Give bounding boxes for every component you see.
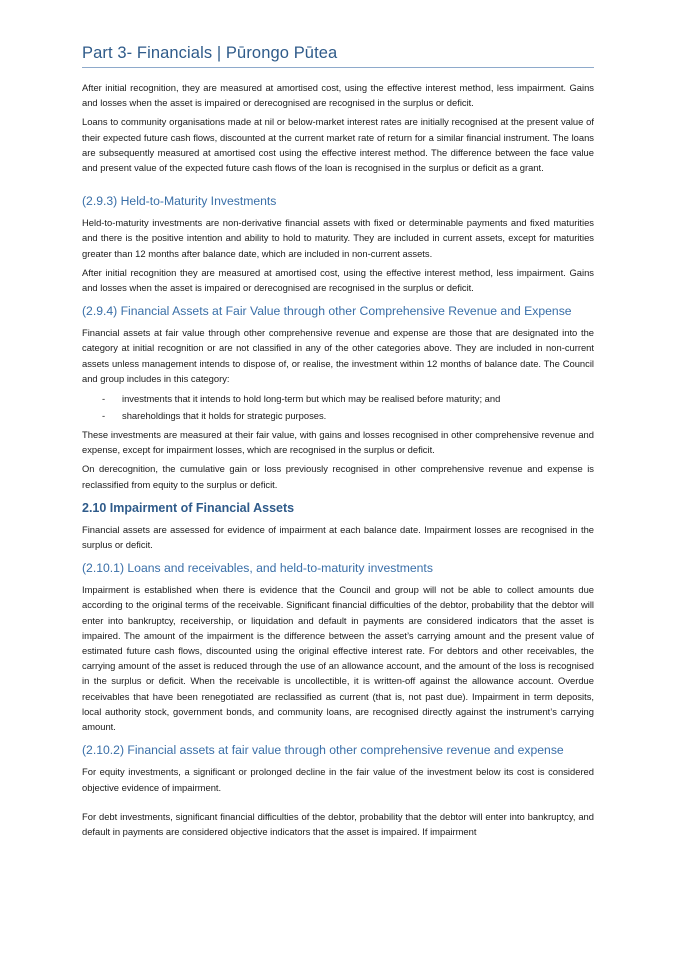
- section-heading-2-10: 2.10 Impairment of Financial Assets: [82, 500, 295, 515]
- list-item-text: shareholdings that it holds for strategic purposes.: [122, 410, 327, 422]
- list-item-text: investments that it intends to hold long-term but which may be realised before maturity; and: [122, 393, 501, 405]
- paragraph: These investments are measured at their fair value, with gains and losses recognised in other comprehensive revenue and expense, except for impairment losses, which are recognised in the surplus or deficit.: [82, 429, 594, 456]
- spacer: [82, 799, 594, 809]
- section-heading-2-10-1: (2.10.1) Loans and receivables, and held-to-maturity investments: [82, 561, 433, 576]
- list-item: [82, 407, 594, 424]
- list-item: [82, 390, 594, 407]
- dash-bullet: -: [102, 410, 106, 422]
- paragraph: After initial recognition, they are measured at amortised cost, using the effective interest method, less impairment. Gains and losses when the asset is impaired or derecognised are recognised in the surplus or deficit.: [82, 82, 594, 109]
- page-title: Part 3- Financials | Pūrongo Pūtea: [82, 44, 338, 62]
- bullet-list: [82, 390, 594, 424]
- paragraph: Loans to community organisations made at nil or below-market interest rates are initially recognised at the present value of their expected future cash flows, discounted at the current market rate of return for a similar financial instrument. The loans are subsequently measured at amortised cost using the effective interest method. The difference between the face value and present value of the expected future cash flows of the loan is recognised in the surplus or deficit as a grant.: [82, 116, 594, 174]
- paragraph: On derecognition, the cumulative gain or loss previously recognised in other comprehensive revenue and expense is reclassified from equity to the surplus or deficit.: [82, 463, 594, 490]
- paragraph: Financial assets at fair value through other comprehensive revenue and expense are those that are designated into the category at initial recognition or are not classified in any of the other categories above. They are included in non-current assets unless management intends to dispose of, or realise, the investment within 12 months of balance date. The Council and group includes in this category:: [82, 327, 594, 384]
- paragraph: For equity investments, a significant or prolonged decline in the fair value of the investment below its cost is considered objective evidence of impairment.: [82, 766, 594, 793]
- header-divider: [82, 67, 594, 68]
- document-body: [82, 80, 594, 843]
- section-heading-2-9-4: (2.9.4) Financial Assets at Fair Value through other Comprehensive Revenue and Expense: [82, 304, 572, 319]
- paragraph: Financial assets are assessed for evidence of impairment at each balance date. Impairment losses are recognised in the surplus or deficit.: [82, 523, 594, 551]
- dash-bullet: -: [102, 393, 106, 405]
- section-heading-2-9-3: (2.9.3) Held-to-Maturity Investments: [82, 194, 277, 209]
- spacer: [82, 179, 594, 193]
- paragraph: After initial recognition they are measured at amortised cost, using the effective interest method, less impairment. Gains and losses when the asset is impaired or derecognised are recognised in the surplus or deficit.: [82, 266, 594, 294]
- paragraph: For debt investments, significant financial difficulties of the debtor, probability that the debtor will enter into bankruptcy, and default in payments are considered objective indicators that the asset is impaired. If impairment: [82, 810, 594, 837]
- paragraph: Held-to-maturity investments are non-derivative financial assets with fixed or determinable payments and fixed maturities and there is the positive intention and ability to hold to maturity. They are included in current assets, except for maturities greater than 12 months after balance date, which are included in non-current assets.: [82, 217, 594, 259]
- section-heading-2-10-2: (2.10.2) Financial assets at fair value through other comprehensive revenue and expense: [82, 743, 564, 758]
- paragraph: Impairment is established when there is evidence that the Council and group will not be able to collect amounts due according to the original terms of the receivable. Significant financial difficulties of the debtor, probability that the debtor will enter into bankruptcy, receivership, or liquidation and default in payments are considered indicators that the asset is impaired. The amount of the impairment is the difference between the asset’s carrying amount and the present value of estimated future cash flows, discounted using the original effective interest rate. For debtors and other receivables, the carrying amount of the asset is reduced through the use of an allowance account, and the amount of the loss is recognised in the surplus or deficit. When the receivable is uncollectible, it is written-off against the allowance account. Overdue receivables that have been renegotiated are reclassified as current (that is, not past due). Impairment in term deposits, local authority stock, government bonds, and community loans, are recognised directly against the instrument’s carrying amount.: [82, 584, 594, 733]
